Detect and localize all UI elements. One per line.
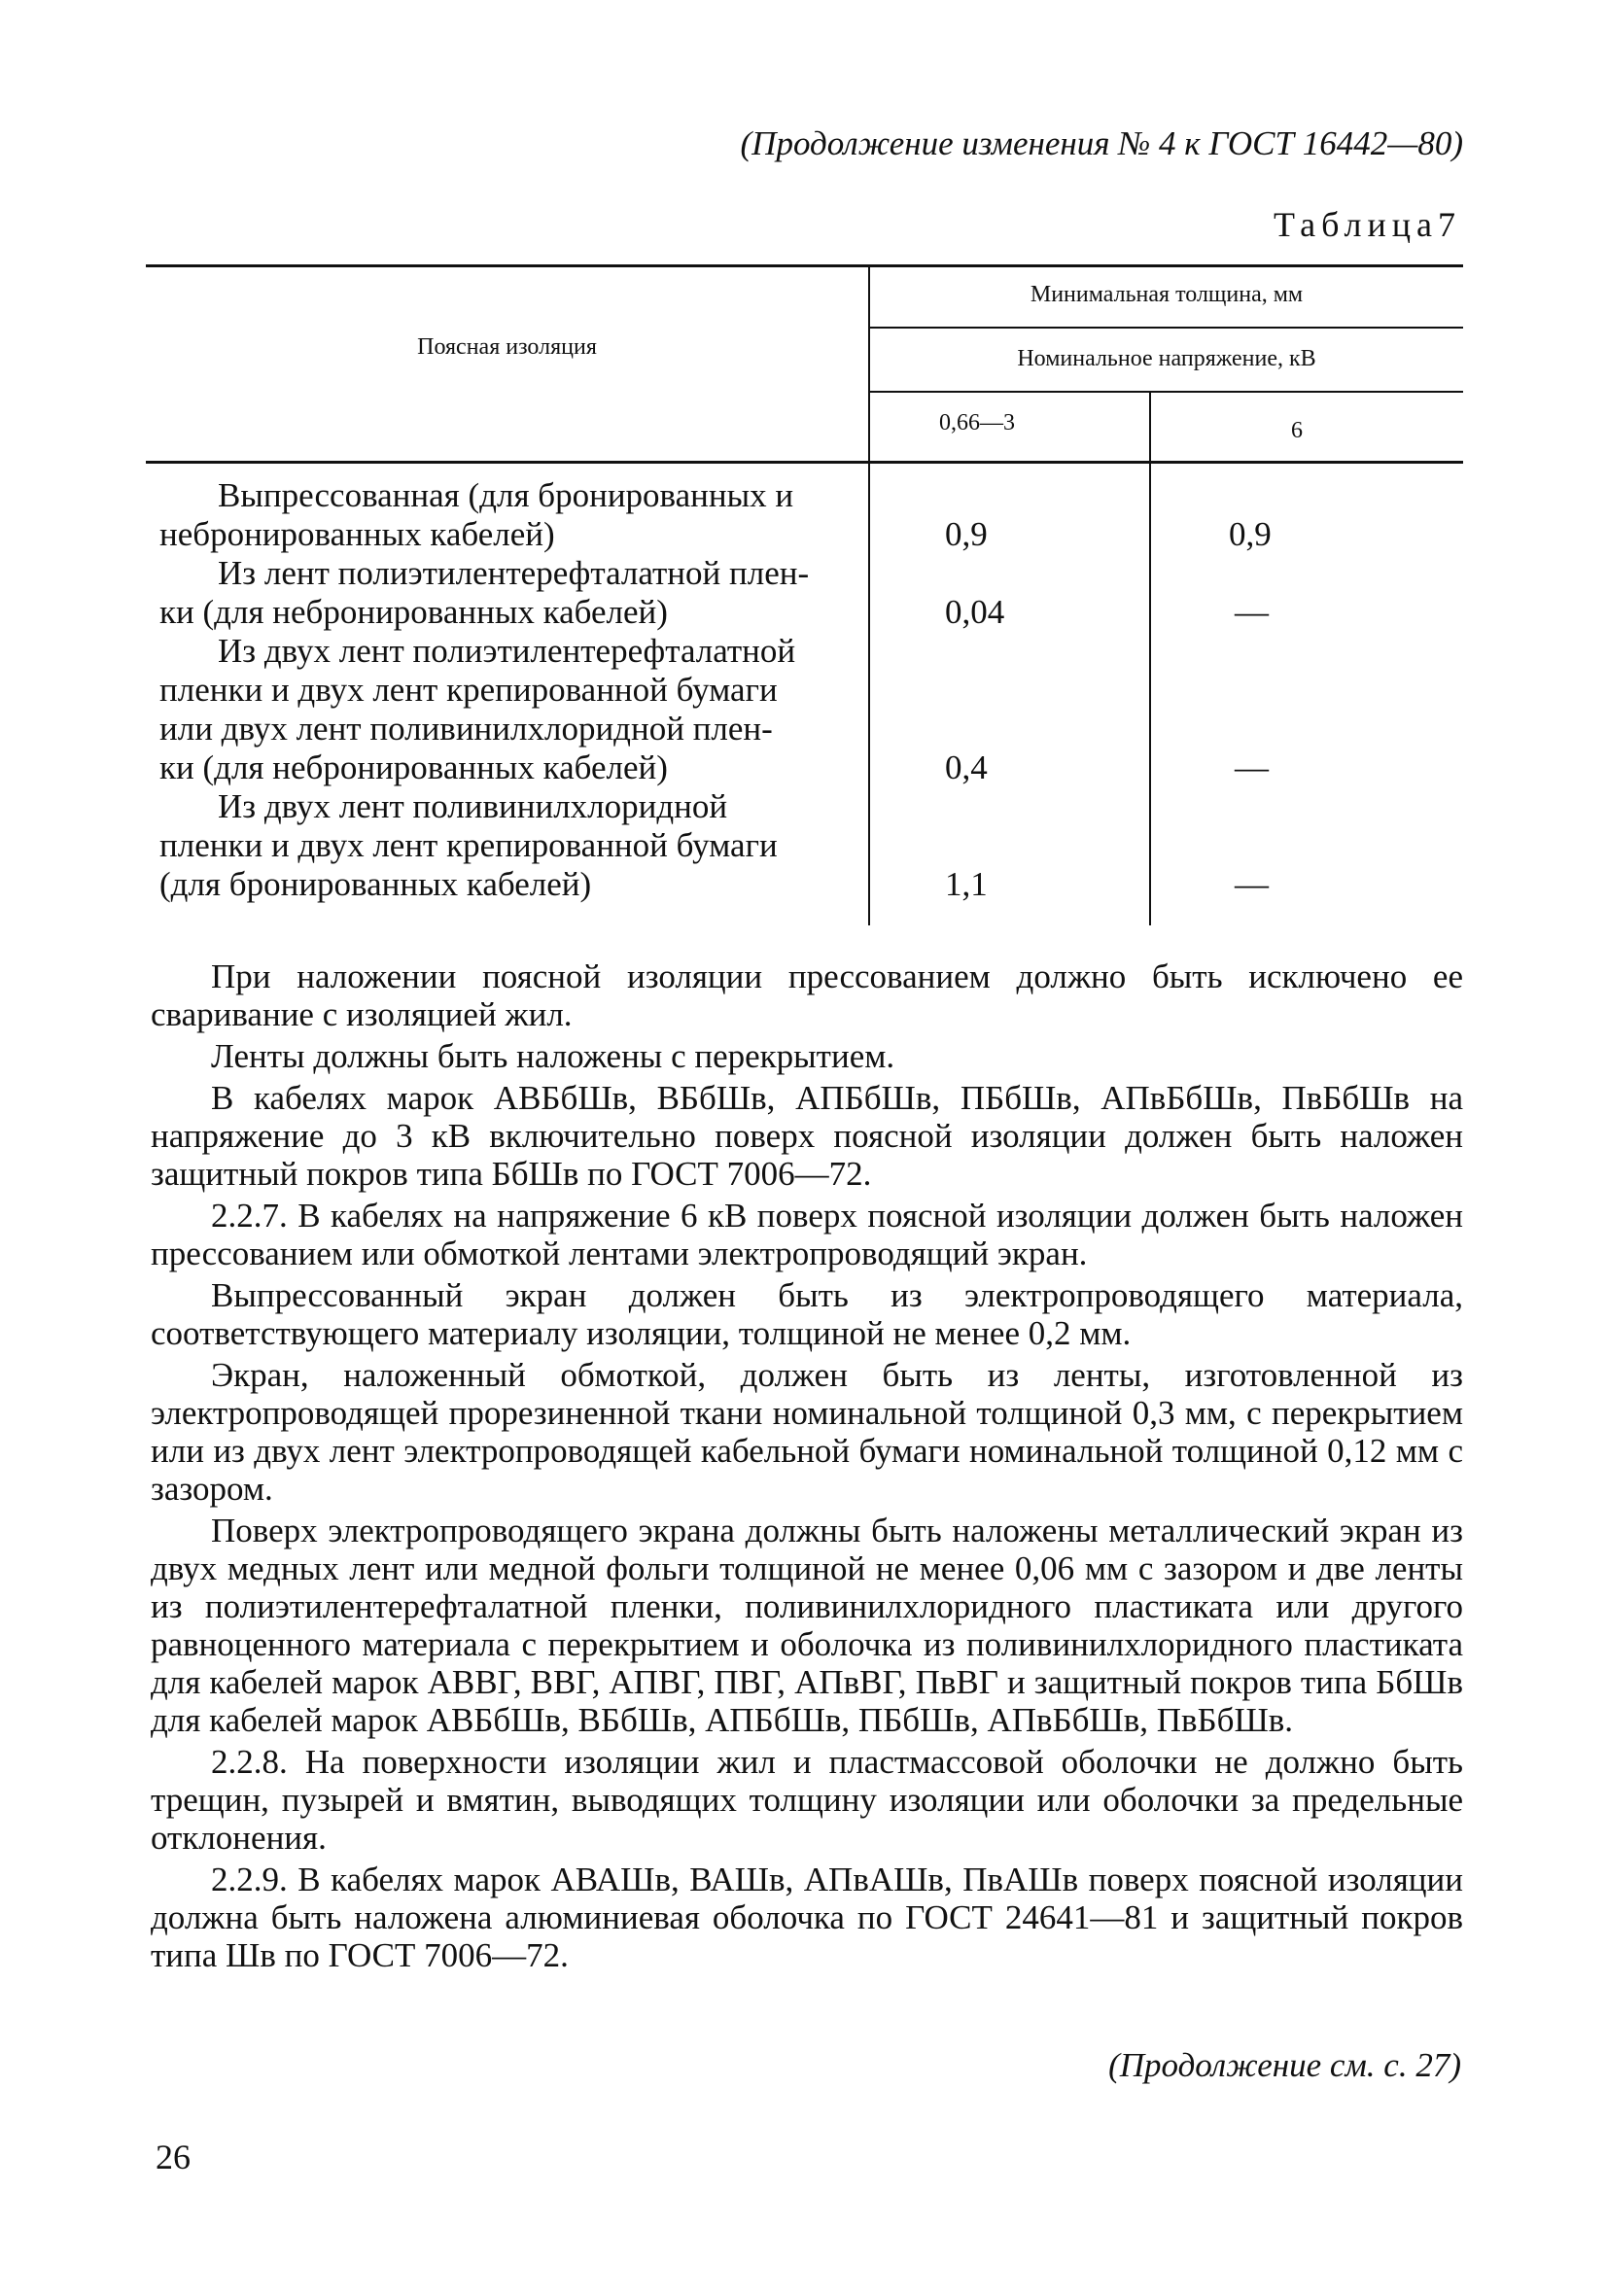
row-label-line: (для бронированных кабелей) (159, 865, 592, 903)
column-header-insulation: Поясная изоляция (417, 334, 597, 360)
paragraph: При наложении поясной изоляции прессованием должно быть исключено ее сваривание с изоляцией жил. (151, 957, 1463, 1033)
table-cell-value: — (1235, 593, 1269, 631)
paragraph: 2.2.9. В кабелях марок АВАШв, ВАШв, АПвАШв, ПвАШв поверх поясной изоляции должна быть наложена алюминиевая оболочка по ГОСТ 24641—81 и защитный покров типа Шв по ГОСТ 7006—72. (151, 1861, 1463, 1974)
row-label-line: Из лент полиэтилентерефталатной плен- (218, 554, 810, 592)
table-cell-value: — (1235, 865, 1269, 903)
column-header-min-thickness: Минимальная толщина, мм (1030, 282, 1304, 307)
row-label-line: или двух лент поливинилхлоридной плен- (159, 710, 773, 748)
row-label-line: пленки и двух лент крепированной бумаги (159, 671, 778, 709)
table-row-label (159, 476, 996, 554)
paragraph: В кабелях марок АВБбШв, ВБбШв, АПБбШв, ПБбШв, АПвБбШв, ПвБбШв на напряжение до 3 кВ включительно поверх поясной изоляции должен быть наложен защитный покров типа БбШв по ГОСТ 7006—72. (151, 1079, 1463, 1193)
row-label-line: Выпрессованная (для бронированных и (218, 476, 794, 514)
row-label-line: Из двух лент полиэтилентерефталатной (218, 632, 796, 670)
paragraph: Поверх электропроводящего экрана должны быть наложены металлический экран из двух медных лент или медной фольги толщиной не менее 0,06 мм с зазором и две ленты из полиэтилентерефталатной пленки, поливинилхлоридного пластиката или другого равноценного материала с перекрытием и оболочка из поливинилхлоридного пластиката для кабелей марок АВВГ, ВВГ, АПВГ, ПВГ, АПвВГ, ПвВГ и защитный покров типа БбШв для кабелей марок АВБбШв, ВБбШв, АПБбШв, ПБбШв, АПвБбШв, ПвБбШв. (151, 1512, 1463, 1739)
table-cell-value: 0,9 (1229, 515, 1272, 553)
paragraph: 2.2.7. В кабелях на напряжение 6 кВ поверх поясной изоляции должен быть наложен прессованием или обмоткой лентами электропроводящий экран. (151, 1197, 1463, 1272)
row-label-line: Из двух лент поливинилхлоридной (218, 787, 728, 825)
running-header: (Продолжение изменения № 4 к ГОСТ 16442—80) (740, 124, 1463, 162)
paragraph: 2.2.8. На поверхности изоляции жил и пластмассовой оболочки не должно быть трещин, пузырей и вмятин, выводящих толщину изоляции или оболочки за предельные отклонения. (151, 1743, 1463, 1857)
table-header-bottom-rule (146, 461, 1463, 464)
table-cell-value: — (1235, 748, 1269, 786)
paragraph: Выпрессованный экран должен быть из электропроводящего материала, соответствующего материалу изоляции, толщиной не менее 0,2 мм. (151, 1276, 1463, 1352)
row-label-line: пленки и двух лент крепированной бумаги (159, 826, 778, 864)
body-text (151, 957, 1463, 1978)
table-row-label (159, 632, 996, 787)
table-cell-value: 0,9 (945, 515, 988, 553)
table-row-label (159, 787, 996, 904)
column-header-voltage-1: 0,66—3 (939, 410, 1015, 435)
column-divider-voltage (1149, 392, 1151, 925)
page-number: 26 (156, 2138, 191, 2176)
paragraph: Экран, наложенный обмоткой, должен быть из ленты, изготовленной из электропроводящей прорезиненной ткани номинальной толщиной 0,3 мм, с перекрытием или из двух лент электропроводящей кабельной бумаги номинальной толщиной 0,12 мм с зазором. (151, 1356, 1463, 1508)
row-label-line: ки (для небронированных кабелей) (159, 748, 668, 786)
header-rule-1 (869, 327, 1463, 329)
row-label-line: ки (для небронированных кабелей) (159, 593, 668, 631)
table-top-rule (146, 264, 1463, 267)
insulation-thickness-table (146, 264, 1463, 925)
row-label-line: небронированных кабелей) (159, 515, 555, 553)
continuation-note: (Продолжение см. с. 27) (1108, 2046, 1461, 2084)
header-rule-2 (869, 391, 1463, 393)
table-cell-value: 0,4 (945, 748, 988, 786)
column-header-nominal-voltage: Номинальное напряжение, кВ (1017, 346, 1316, 371)
table-row-label (159, 554, 996, 632)
paragraph: Ленты должны быть наложены с перекрытием. (211, 1037, 895, 1075)
table-cell-value: 0,04 (945, 593, 1005, 631)
table-title: Таблица7 (1274, 205, 1461, 244)
table-cell-value: 1,1 (945, 865, 988, 903)
column-header-voltage-2: 6 (1291, 418, 1303, 443)
